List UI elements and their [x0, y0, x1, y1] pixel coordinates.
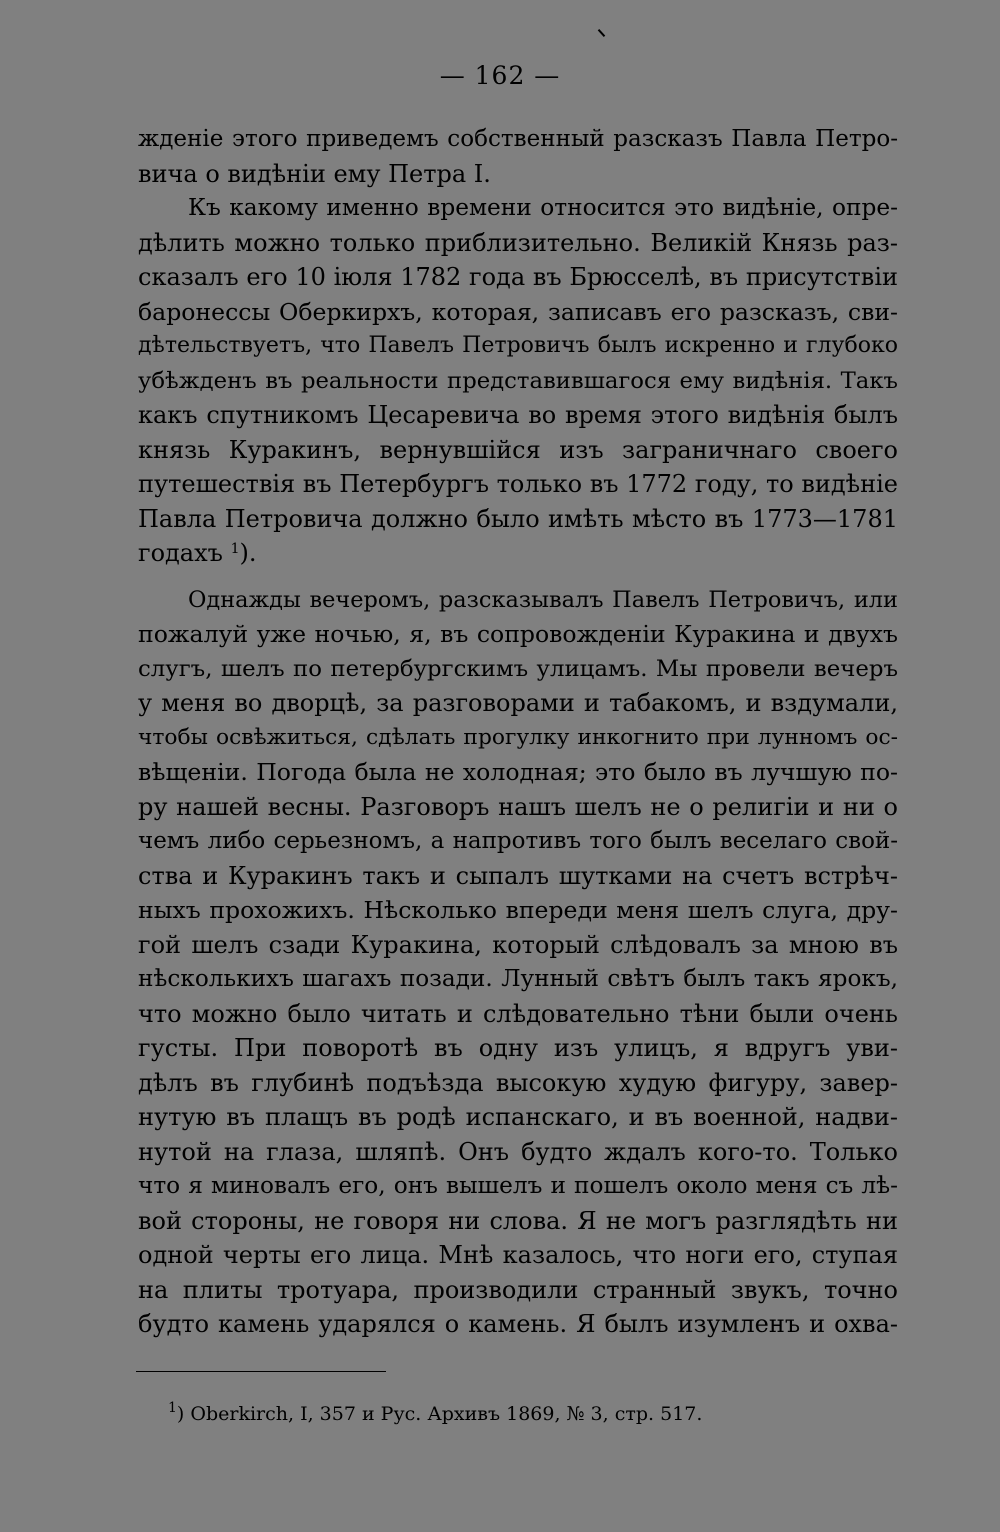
text-line: у меня во дворцѣ, за разговорами и табакомъ, и вздумали,: [138, 689, 898, 717]
text-line: баронессы Оберкирхъ, которая, записавъ его разсказъ, сви-: [138, 297, 898, 326]
text-line: путешествія въ Петербургъ только въ 1772 году, то видѣніе: [138, 470, 898, 498]
text-line: вѣщеніи. Погода была не холодная; это было въ лучшую по-: [138, 758, 898, 786]
text-line: ныхъ прохожихъ. Нѣсколько впереди меня шелъ слуга, дру-: [138, 896, 898, 924]
text-line: ру нашей весны. Разговоръ нашъ шелъ не о религіи и ни о: [138, 792, 898, 821]
footnote-reference[interactable]: 1: [230, 541, 240, 557]
footnote-divider: [136, 1371, 386, 1372]
text-line: Къ какому именно времени относится это видѣніе, опре-: [188, 194, 898, 221]
text-line-tail: ).: [239, 539, 257, 567]
text-line: что я миновалъ его, онъ вышелъ и пошелъ около меня съ лѣ-: [138, 1172, 898, 1199]
footnote: [168, 1400, 702, 1428]
footnote-marker: 1: [168, 1400, 177, 1416]
text-line: густы. При поворотѣ въ одну изъ улицъ, я вдругъ уви-: [138, 1034, 898, 1062]
paragraph: [138, 122, 898, 191]
paragraph: [138, 583, 898, 1342]
text-line: вой стороны, не говоря ни слова. Я не могъ разглядѣть ни: [138, 1206, 898, 1235]
text-line: будто камень ударялся о камень. Я былъ изумленъ и охва-: [138, 1310, 898, 1338]
paragraph: [138, 191, 898, 571]
text-line: какъ спутникомъ Цесаревича во время этого видѣнія былъ: [138, 401, 898, 429]
text-line: нутой на глаза, шляпѣ. Онъ будто ждалъ кого-то. Только: [138, 1137, 898, 1166]
text-line: вича о видѣніи ему Петра I.: [138, 159, 491, 188]
text-line: чемъ либо серьезномъ, а напротивъ того былъ веселаго свой-: [138, 828, 898, 854]
text-line: дѣтельствуетъ, что Павелъ Петровичъ былъ искренно и глубоко: [138, 333, 898, 358]
scan-mark: [598, 29, 606, 37]
text-line: нѣсколькихъ шагахъ позади. Лунный свѣтъ былъ такъ ярокъ,: [138, 966, 898, 992]
text-line: князь Куракинъ, вернувшійся изъ заграничнаго своего: [138, 435, 898, 464]
text-line: нутую въ плащъ въ родѣ испанскаго, и въ военной, надви-: [138, 1103, 898, 1131]
text-line: жденіе этого приведемъ собственный разсказъ Павла Петро-: [138, 126, 898, 152]
text-line: одной черты его лица. Мнѣ казалось, что ноги его, ступая: [138, 1241, 898, 1269]
text-line: что можно было читать и слѣдовательно тѣни были очень: [138, 999, 898, 1028]
text-line: чтобы освѣжиться, сдѣлать прогулку инкогнито при лунномъ ос-: [138, 724, 898, 750]
text-line: на плиты тротуара, производили странный звукъ, точно: [138, 1275, 898, 1304]
text-line: гой шелъ сзади Куракина, который слѣдовалъ за мною въ: [138, 930, 898, 959]
text-line: ства и Куракинъ такъ и сыпалъ шутками на счетъ встрѣч-: [138, 861, 898, 890]
text-line: Однажды вечеромъ, разсказывалъ Павелъ Петровичъ, или: [188, 586, 898, 613]
text-line: слугъ, шелъ по петербургскимъ улицамъ. Мы провели вечеръ: [138, 655, 898, 682]
page-number: — 162 —: [439, 61, 561, 90]
text-line: убѣжденъ въ реальности представившагося ему видѣнія. Такъ: [138, 367, 898, 394]
text-line: годахъ: [138, 539, 223, 567]
body-text: [138, 122, 898, 1342]
text-line: сказалъ его 10 іюля 1782 года въ Брюсселѣ, въ присутствіи: [138, 263, 898, 291]
text-line-with-note: [138, 536, 898, 571]
text-line: дѣлить можно только приблизительно. Великій Князь раз-: [138, 228, 898, 257]
text-line: дѣлъ въ глубинѣ подъѣзда высокую худую фигуру, завер-: [138, 1068, 898, 1097]
text-line: Павла Петровича должно было имѣть мѣсто въ 1773—1781: [138, 504, 898, 533]
text-line: пожалуй уже ночью, я, въ сопровожденіи Куракина и двухъ: [138, 620, 898, 648]
footnote-text: ) Oberkirch, I, 357 и Рус. Архивъ 1869, № 3, стр. 517.: [176, 1403, 703, 1425]
